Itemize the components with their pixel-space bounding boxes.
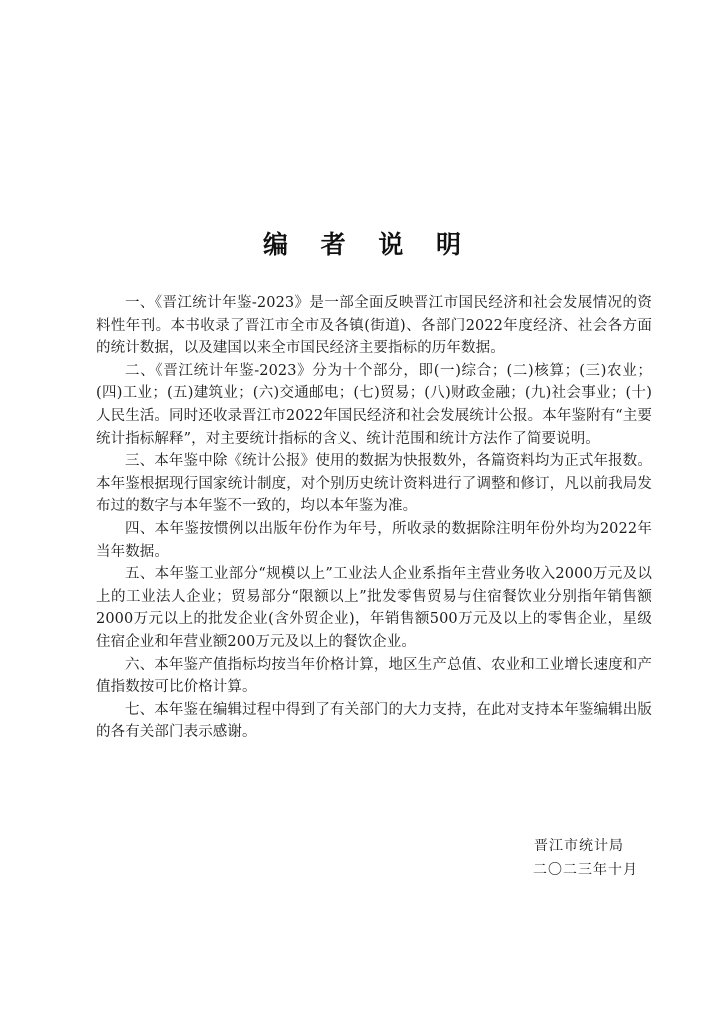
paragraph-2: 二、《晋江统计年鉴-2023》分为十个部分，即(一)综合；(二)核算；(三)农业；(四)工业；(五)建筑业；(六)交通邮电；(七)贸易；(八)财政金融；(九)社会事业；(十)人民生活。同时还收录晋江市2022年国民经济和社会发展统计公报。本年鉴附有“主要统计指标解释”，对主要统计指标的含义、统计范围和统计方法作了简要说明。 [96,362,652,447]
signature-organization: 晋江市统计局 [534,838,624,854]
paragraph-1: 一、《晋江统计年鉴-2023》是一部全面反映晋江市国民经济和社会发展情况的资料性年刊。本书收录了晋江市全市及各镇(街道)、各部门2022年度经济、社会各方面的统计数据，以及建国以来全市国民经济主要指标的历年数据。 [96,295,652,357]
paragraph-5: 五、本年鉴工业部分“规模以上”工业法人企业系指年主营业务收入2000万元及以上的工业法人企业；贸易部分“限额以上”批发零售贸易与住宿餐饮业分别指年销售额2000万元以上的批发企业(含外贸企业)，年销售额500万元及以上的零售企业，星级住宿企业和年营业额200万元及以上的餐饮企业。 [96,566,652,650]
paragraph-6: 六、本年鉴产值指标均按当年价格计算，地区生产总值、农业和工业增长速度和产值指数按可比价格计算。 [96,656,652,696]
page-title: 编 者 说 明 [262,229,474,259]
paragraph-3: 三、本年鉴中除《统计公报》使用的数据为快报数外，各篇资料均为正式年报数。本年鉴根据现行国家统计制度，对个别历史统计资料进行了调整和修订，凡以前我局发布过的数字与本年鉴不一致的，均以本年鉴为准。 [96,453,652,515]
paragraph-4: 四、本年鉴按惯例以出版年份作为年号，所收录的数据除注明年份外均为2022年当年数据。 [96,520,652,560]
paragraph-7: 七、本年鉴在编辑过程中得到了有关部门的大力支持，在此对支持本年鉴编辑出版的各有关部门表示感谢。 [96,701,652,741]
signature-date: 二〇二三年十月 [533,862,638,878]
signature-block [533,834,638,882]
preface-body [96,292,652,744]
